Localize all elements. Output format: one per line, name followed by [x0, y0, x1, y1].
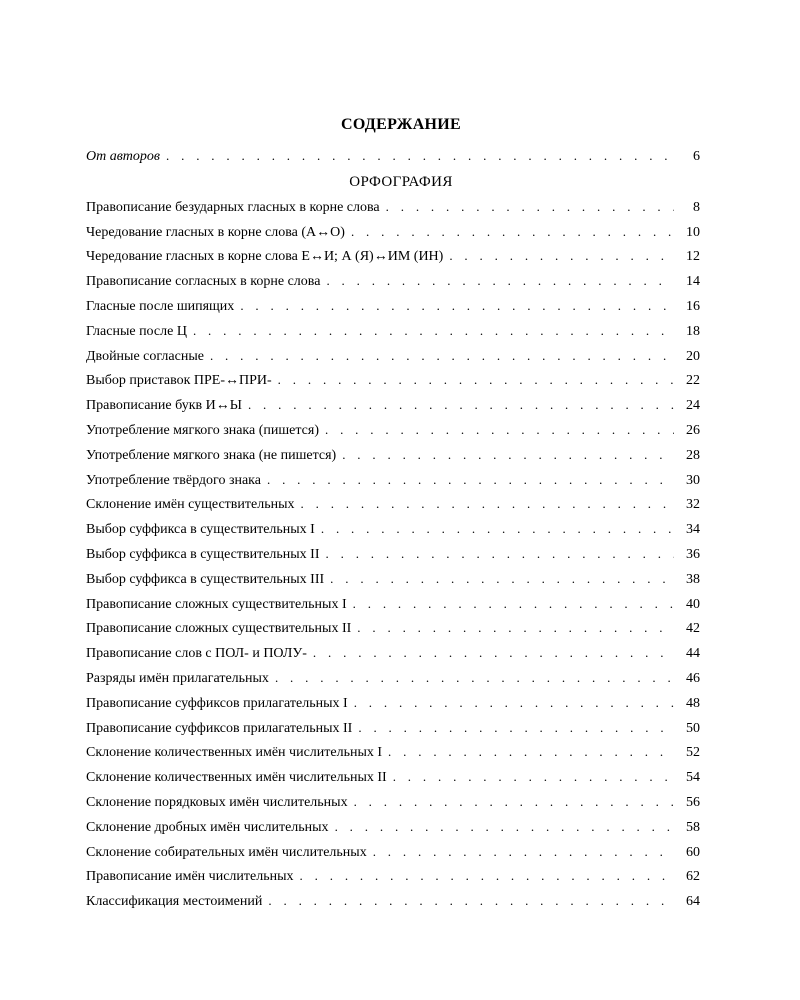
toc-entry — [86, 790, 700, 815]
toc-entry-label: Выбор суффикса в существительных I — [86, 522, 315, 538]
toc-entry-page: 18 — [686, 323, 700, 339]
dot-leader — [354, 790, 674, 815]
toc-entry-label: От авторов — [86, 149, 160, 164]
toc-entry — [86, 765, 700, 790]
dot-leader — [326, 269, 674, 294]
dot-leader — [354, 691, 674, 716]
toc-entry — [86, 294, 700, 319]
dot-leader — [193, 319, 674, 344]
toc-entry-preface — [86, 144, 700, 169]
toc-entry-label: Правописание имён числительных — [86, 869, 294, 885]
dot-leader — [321, 517, 674, 542]
dot-leader — [166, 144, 674, 169]
table-of-contents — [86, 112, 700, 914]
toc-entry — [86, 220, 700, 245]
toc-entry-label: Употребление мягкого знака (не пишется) — [86, 447, 337, 463]
toc-entry — [86, 393, 700, 418]
toc-entry-label: Гласные после шипящих — [86, 298, 235, 314]
toc-entry — [86, 319, 700, 344]
dot-leader — [358, 716, 674, 741]
dot-leader — [326, 542, 675, 567]
toc-entry-label: Разряды имён прилагательных — [86, 670, 269, 686]
section-heading: ОРФОГРАФИЯ — [349, 173, 453, 190]
dot-leader — [210, 344, 674, 369]
toc-entry-label: Употребление мягкого знака (пишется) — [86, 422, 319, 438]
dot-leader — [357, 616, 674, 641]
toc-entry-page: 30 — [686, 472, 700, 488]
toc-entry-page: 12 — [686, 249, 700, 265]
dot-leader — [353, 592, 674, 617]
toc-entry-page: 46 — [686, 670, 700, 686]
dot-leader — [393, 765, 674, 790]
dot-leader — [373, 840, 674, 865]
toc-entry-label: Употребление твёрдого знака — [86, 472, 261, 488]
toc-entry-label: Чередование гласных в корне слова (А↔О) — [86, 224, 345, 240]
toc-entry-page: 64 — [686, 894, 700, 910]
toc-list — [86, 195, 700, 914]
dot-leader — [248, 393, 674, 418]
toc-entry-page: 50 — [686, 720, 700, 736]
toc-entry — [86, 616, 700, 641]
toc-entry-label: Склонение порядковых имён числительных — [86, 794, 348, 810]
toc-entry — [86, 716, 700, 741]
toc-entry-label: Правописание согласных в корне слова — [86, 274, 321, 290]
toc-entry-label: Склонение количественных имён числительных I — [86, 745, 383, 761]
toc-entry — [86, 195, 700, 220]
toc-entry — [86, 542, 700, 567]
dot-leader — [275, 666, 674, 691]
toc-entry-page: 42 — [686, 621, 700, 637]
dot-leader — [330, 567, 674, 592]
toc-entry — [86, 443, 700, 468]
toc-entry-label: Выбор приставок ПРЕ-↔ПРИ- — [86, 373, 272, 389]
toc-entry-page: 14 — [686, 274, 700, 290]
toc-entry-page: 40 — [686, 596, 700, 612]
toc-entry-label: Гласные после Ц — [86, 323, 187, 339]
toc-entry-label: Правописание сложных существительных I — [86, 596, 347, 612]
toc-entry — [86, 368, 700, 393]
toc-entry-label: Склонение дробных имён числительных — [86, 819, 329, 835]
toc-entry — [86, 244, 700, 269]
toc-entry — [86, 492, 700, 517]
toc-entry-label: Правописание слов с ПОЛ- и ПОЛУ- — [86, 646, 307, 662]
toc-entry-page: 28 — [686, 447, 700, 463]
toc-entry-page: 38 — [686, 571, 700, 587]
toc-entry-label: Выбор суффикса в существительных III — [86, 571, 325, 587]
toc-entry-label: Правописание букв И↔Ы — [86, 398, 242, 414]
toc-entry-page: 10 — [686, 224, 700, 240]
dot-leader — [449, 244, 674, 269]
page-title: СОДЕРЖАНИЕ — [340, 116, 462, 133]
dot-leader — [351, 220, 674, 245]
toc-entry-label: Правописание безударных гласных в корне слова — [86, 199, 380, 215]
toc-entry — [86, 691, 700, 716]
toc-entry — [86, 864, 700, 889]
toc-entry-label: Классификация местоимений — [86, 894, 263, 910]
dot-leader — [278, 368, 674, 393]
toc-entry — [86, 889, 700, 914]
toc-entry — [86, 666, 700, 691]
dot-leader — [342, 443, 674, 468]
toc-entry-page: 54 — [686, 770, 700, 786]
toc-entry-label: Чередование гласных в корне слова Е↔И; А (Я)↔ИМ (ИН) — [86, 249, 444, 265]
dot-leader — [386, 195, 674, 220]
dot-leader — [335, 815, 674, 840]
toc-entry-page: 32 — [686, 497, 700, 513]
toc-entry-page: 6 — [693, 149, 700, 164]
toc-entry — [86, 418, 700, 443]
toc-entry-page: 52 — [686, 745, 700, 761]
toc-entry-label: Правописание суффиксов прилагательных II — [86, 720, 353, 736]
toc-entry-label: Склонение количественных имён числительных II — [86, 770, 387, 786]
toc-entry-label: Склонение имён существительных — [86, 497, 295, 513]
toc-entry — [86, 269, 700, 294]
toc-entry — [86, 468, 700, 493]
toc-entry-label: Двойные согласные — [86, 348, 204, 364]
toc-entry-label: Правописание сложных существительных II — [86, 621, 352, 637]
toc-entry — [86, 517, 700, 542]
dot-leader — [300, 864, 674, 889]
toc-entry — [86, 840, 700, 865]
toc-entry-page: 22 — [686, 373, 700, 389]
toc-entry-page: 34 — [686, 522, 700, 538]
toc-entry-page: 24 — [686, 398, 700, 414]
toc-entry — [86, 740, 700, 765]
toc-entry-page: 44 — [686, 646, 700, 662]
toc-entry-page: 48 — [686, 695, 700, 711]
toc-entry — [86, 592, 700, 617]
toc-entry-label: Правописание суффиксов прилагательных I — [86, 695, 348, 711]
toc-entry — [86, 567, 700, 592]
dot-leader — [313, 641, 674, 666]
toc-entry-page: 62 — [686, 869, 700, 885]
dot-leader — [301, 492, 675, 517]
dot-leader — [388, 740, 674, 765]
toc-entry-page: 8 — [693, 199, 700, 215]
dot-leader — [240, 294, 674, 319]
toc-entry-page: 36 — [686, 546, 700, 562]
dot-leader — [267, 468, 674, 493]
toc-entry-page: 60 — [686, 844, 700, 860]
toc-entry-label: Выбор суффикса в существительных II — [86, 546, 320, 562]
toc-entry-label: Склонение собирательных имён числительных — [86, 844, 367, 860]
toc-entry-page: 58 — [686, 819, 700, 835]
dot-leader — [268, 889, 674, 914]
toc-entry — [86, 344, 700, 369]
toc-entry-page: 26 — [686, 422, 700, 438]
toc-entry-page: 20 — [686, 348, 700, 364]
dot-leader — [325, 418, 674, 443]
toc-entry — [86, 641, 700, 666]
toc-entry — [86, 815, 700, 840]
toc-entry-page: 16 — [686, 298, 700, 314]
toc-entry-page: 56 — [686, 794, 700, 810]
